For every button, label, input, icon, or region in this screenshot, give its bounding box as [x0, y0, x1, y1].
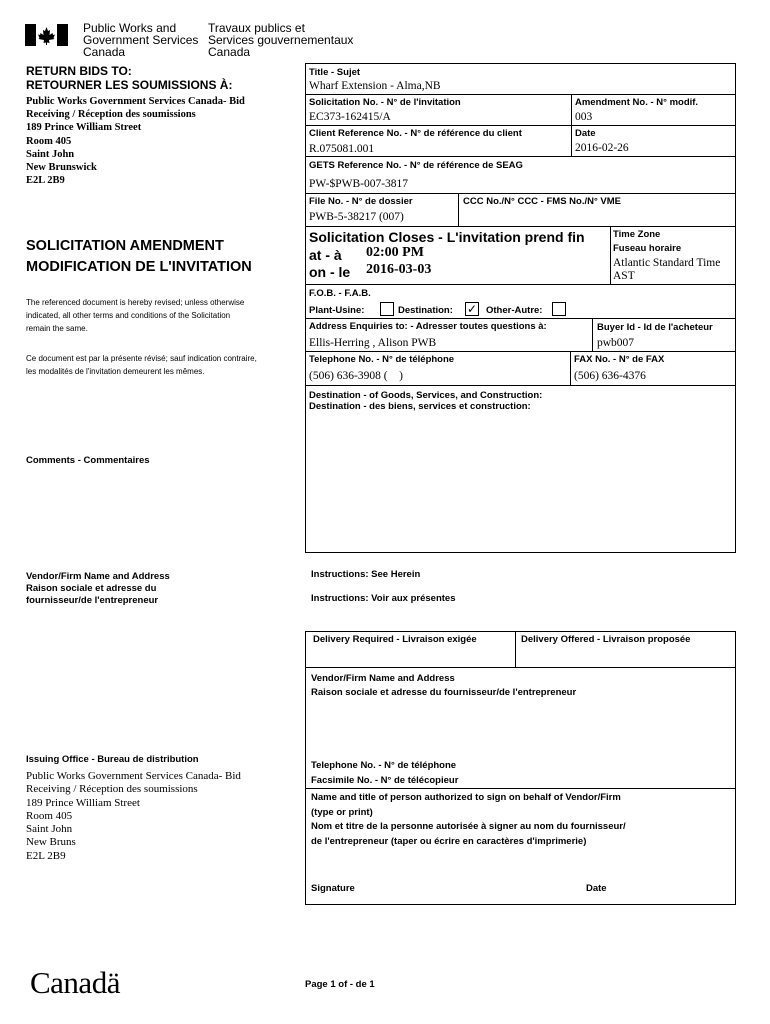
closing-date-label: on - le	[309, 264, 351, 280]
amendment-title: SOLICITATION AMENDMENT MODIFICATION DE L'INVITATION	[26, 238, 252, 275]
telephone-label: Telephone No. - N° de téléphone	[309, 354, 455, 365]
canada-flag-icon	[25, 24, 68, 46]
destination-checkbox-label: Destination:	[398, 305, 453, 316]
address-enquiries-label: Address Enquiries to: - Adresser toutes questions à:	[309, 321, 547, 332]
buyer-id-value: pwb007	[597, 337, 635, 349]
plant-usine-checkbox[interactable]	[380, 302, 394, 316]
client-reference-label: Client Reference No. - N° de référence du client	[309, 128, 522, 139]
authorized-signer-label: Name and title of person authorized to sign on behalf of Vendor/Firm (type or print) Nom et titre de la personne autorisée à signer au nom du fournisseur/ de l'entrepreneur (taper ou écrire en caractères d'imprimerie)	[311, 792, 626, 847]
closing-time-value: 02:00 PM	[366, 245, 424, 260]
instructions-en: Instructions: See Herein	[311, 569, 421, 580]
vendor-phone-fax-label: Telephone No. - N° de téléphone Facsimile No. - N° de télécopieur	[311, 760, 459, 786]
fax-value: (506) 636-4376	[574, 370, 646, 382]
fax-label: FAX No. - N° de FAX	[574, 354, 665, 365]
amendment-no-value: 003	[575, 111, 593, 123]
vendor-firm-label: Vendor/Firm Name and Address Raison sociale et adresse du fournisseur/de l'entrepreneur	[26, 571, 170, 606]
title-label: Title - Sujet	[309, 67, 361, 78]
signature-date-label: Date	[586, 883, 607, 894]
fob-label: F.O.B. - F.A.B.	[309, 288, 371, 299]
instructions-fr: Instructions: Voir aux présentes	[311, 593, 456, 604]
time-zone-value: Atlantic Standard Time AST	[613, 257, 721, 282]
canada-wordmark: Canadä	[30, 965, 120, 1000]
department-name-fr: Travaux publics et Services gouvernementaux Canada	[208, 21, 354, 59]
issuing-office-address: Public Works Government Services Canada- Bid Receiving / Réception des soumissions 189 Prince William Street Room 405 Saint John New Bruns E2L 2B9	[26, 770, 241, 862]
telephone-value: (506) 636-3908 ( )	[309, 370, 403, 382]
comments-label: Comments - Commentaires	[26, 455, 150, 466]
ccc-no-label: CCC No./N° CCC - FMS No./N° VME	[463, 196, 622, 207]
file-no-label: File No. - N° de dossier	[309, 196, 413, 207]
gets-reference-value: PW-$PWB-007-3817	[309, 178, 409, 190]
plant-usine-label: Plant-Usine:	[309, 305, 365, 316]
other-autre-checkbox[interactable]	[552, 302, 566, 316]
closing-time-label: at - à	[309, 247, 342, 263]
signature-label: Signature	[311, 883, 355, 894]
date-value: 2016-02-26	[575, 142, 629, 154]
amendment-notice-fr: Ce document est par la présente révisé; sauf indication contraire, les modalités de l'invitation demeurent les mêmes.	[26, 354, 257, 376]
file-no-value: PWB-5-38217 (007)	[309, 211, 404, 223]
buyer-id-label: Buyer Id - Id de l'acheteur	[597, 322, 713, 333]
title-value: Wharf Extension - Alma,NB	[309, 80, 441, 92]
issuing-office-label: Issuing Office - Bureau de distribution	[26, 754, 199, 765]
solicitation-closes-title: Solicitation Closes - L'invitation prend fin	[309, 229, 585, 245]
time-zone-label: Time Zone Fuseau horaire	[613, 229, 682, 254]
return-bids-address: Public Works Government Services Canada- Bid Receiving / Réception des soumissions 189 Prince William Street Room 405 Saint John New Brunswick E2L 2B9	[26, 96, 245, 187]
solicitation-no-label: Solicitation No. - N° de l'invitation	[309, 97, 461, 108]
amendment-no-label: Amendment No. - N° modif.	[575, 97, 699, 108]
delivery-offered-label: Delivery Offered - Livraison proposée	[521, 634, 691, 645]
date-label: Date	[575, 128, 596, 139]
other-autre-label: Other-Autre:	[486, 305, 543, 316]
vendor-name-address-label: Vendor/Firm Name and Address Raison sociale et adresse du fournisseur/de l'entrepreneur	[311, 673, 577, 698]
destination-checkbox[interactable]: ✓	[466, 302, 478, 316]
return-bids-title: RETURN BIDS TO: RETOURNER LES SOUMISSIONS À:	[26, 64, 233, 92]
amendment-notice-en: The referenced document is hereby revised; unless otherwise indicated, all other terms and conditions of the Solicitation remain the same.	[26, 298, 245, 333]
address-enquiries-value: Ellis-Herring , Alison PWB	[309, 337, 437, 349]
client-reference-value: R.075081.001	[309, 143, 375, 155]
department-name-en: Public Works and Government Services Canada	[83, 21, 199, 59]
closing-date-value: 2016-03-03	[366, 262, 432, 277]
delivery-required-label: Delivery Required - Livraison exigée	[313, 634, 477, 645]
gets-reference-label: GETS Reference No. - N° de référence de SEAG	[309, 160, 523, 171]
destination-goods-label: Destination - of Goods, Services, and Construction: Destination - des biens, services et construction:	[309, 390, 543, 412]
solicitation-no-value: EC373-162415/A	[309, 111, 391, 123]
page-number: Page 1 of - de 1	[305, 979, 375, 990]
